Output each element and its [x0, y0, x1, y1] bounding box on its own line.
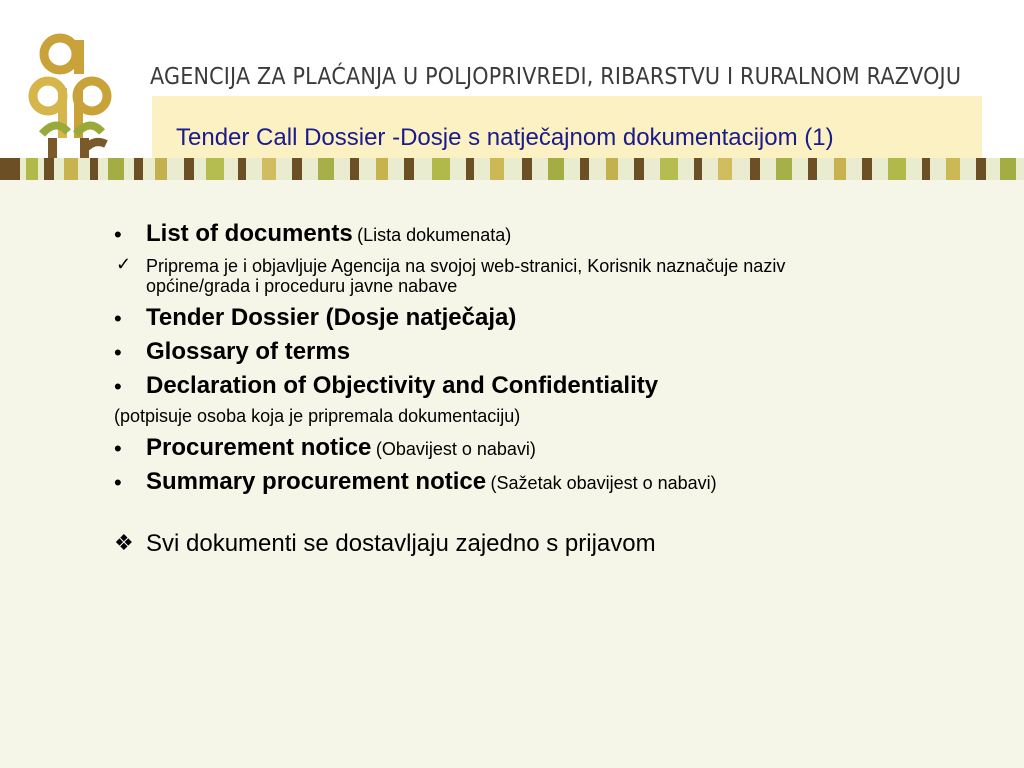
bullet-icon: • — [114, 470, 122, 495]
list-item — [146, 468, 717, 496]
item-main: Summary procurement notice — [146, 468, 487, 495]
bullet-icon: • — [114, 340, 122, 365]
bullet-icon: • — [114, 374, 122, 399]
check-text-line2: općine/grada i proceduru javne nabave — [146, 276, 458, 296]
item-sub: (Sažetak obavijest o nabavi) — [490, 473, 717, 493]
item-main: Declaration of Objectivity and Confidentiality — [146, 372, 659, 399]
item-main: Glossary of terms — [146, 338, 351, 365]
item-sub: (Obavijest o nabavi) — [375, 439, 536, 459]
slide-title: Tender Call Dossier -Dosje s natječajnom dokumentacijom (1) — [176, 124, 834, 151]
bullet-icon: • — [114, 436, 122, 461]
checkmark-icon: ✓ — [116, 254, 132, 274]
item-main: Procurement notice — [146, 434, 372, 461]
bullet-icon: • — [114, 222, 122, 247]
list-item — [146, 256, 785, 296]
list-item — [146, 372, 658, 400]
check-text-line1: Priprema je i objavljuje Agencija na svojoj web-stranici, Korisnik naznačuje naziv — [146, 256, 786, 276]
diamond-bullet-icon: ❖ — [114, 530, 134, 555]
final-note: Svi dokumenti se dostavljaju zajedno s prijavom — [146, 530, 656, 557]
item-sub: (Lista dokumenata) — [357, 225, 512, 245]
bullet-icon: • — [114, 306, 122, 331]
agency-name: AGENCIJA ZA PLAĆANJA U POLJOPRIVREDI, RIBARSTVU I RURALNOM RAZVOJU — [150, 64, 962, 90]
list-item — [146, 434, 536, 462]
declaration-note: (potpisuje osoba koja je pripremala dokumentaciju) — [114, 406, 521, 426]
item-main: List of documents — [146, 220, 353, 247]
list-item — [146, 220, 511, 248]
list-item — [146, 304, 516, 332]
list-item — [146, 338, 350, 366]
item-main: Tender Dossier (Dosje natječaja) — [146, 304, 517, 331]
